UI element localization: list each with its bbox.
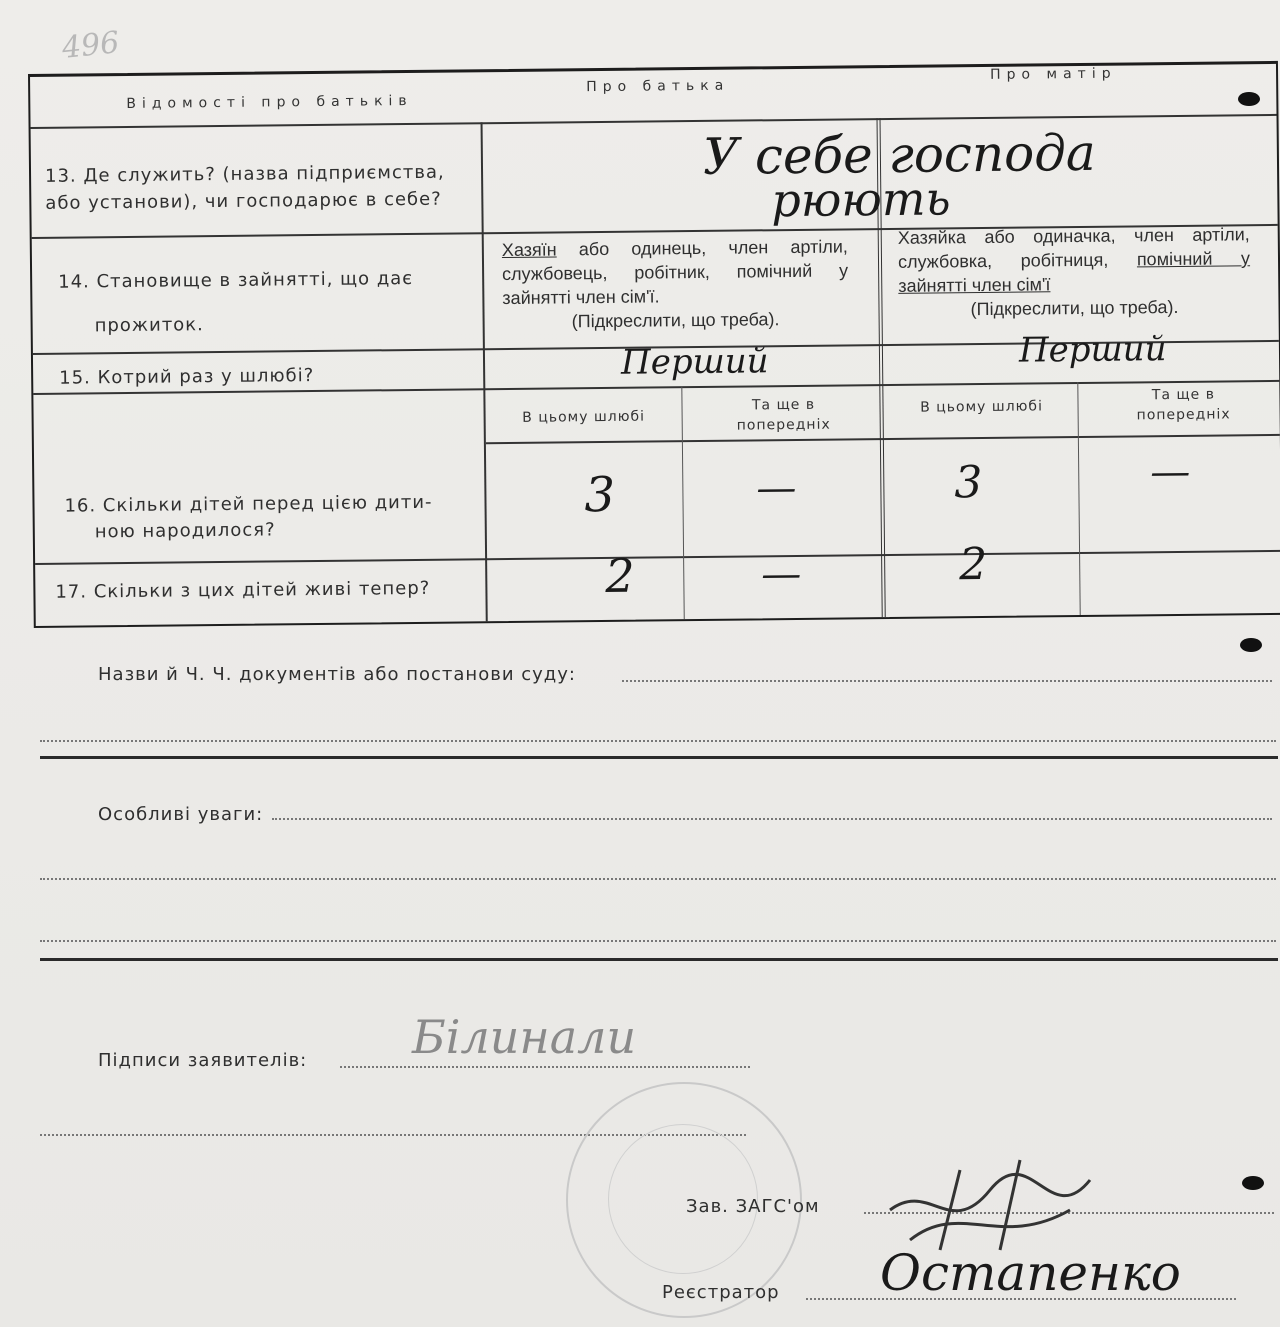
- father-selected-option: Хазяїн: [501, 239, 557, 261]
- answer-15-father: Перший: [620, 341, 769, 383]
- question-16-line2: ною народилося?: [94, 519, 276, 543]
- header-father: Про батька: [586, 77, 730, 96]
- notes-fill-line-3: [40, 940, 1276, 942]
- mother-this-marriage-header: В цьому шлюбі: [920, 398, 1043, 416]
- col-divider: [681, 386, 684, 619]
- answer-16-father-prev: —: [756, 464, 797, 512]
- notes-fill-line: [272, 818, 1272, 820]
- ink-blot: [1238, 92, 1260, 106]
- question-14-line2: прожиток.: [94, 314, 204, 337]
- question-13: 13. Де служить? (назва підприємства, або установи), чи господарює в себе?: [44, 161, 445, 214]
- father-this-marriage-header: В цьому шлюбі: [522, 408, 646, 426]
- answer-13-line2: рюють: [771, 171, 951, 228]
- answer-15-mother: Перший: [1018, 329, 1167, 371]
- father-previous-header: Та ще в попередніх: [736, 396, 831, 434]
- documents-fill-line: [622, 680, 1272, 682]
- section-rule: [40, 756, 1278, 759]
- ink-blot: [1240, 638, 1262, 652]
- answer-13-line1: У себе господа: [702, 123, 1097, 186]
- question-16-line1: 16. Скільки дітей перед цією дити-: [64, 491, 433, 517]
- question-17: 17. Скільки з цих дітей живі тепер?: [55, 577, 431, 603]
- father-options-rest: або одинець, член артіли, службовець, робітник, помічний у зайнятті член сім'ї.: [502, 236, 849, 309]
- question-15: 15. Котрий раз у шлюбі?: [59, 365, 315, 389]
- signatures-label: Підписи заявителів:: [98, 1050, 308, 1071]
- archive-number: 496: [60, 25, 121, 66]
- ink-blot: [1242, 1176, 1264, 1190]
- signature-fill-line: [340, 1066, 750, 1068]
- answer-16-mother-this: 3: [954, 457, 983, 509]
- documents-label: Назви й Ч. Ч. документів або постанови суду:: [98, 664, 576, 685]
- notes-label: Особливі уваги:: [98, 804, 264, 825]
- mother-occupation-options: [898, 222, 1251, 322]
- col-divider: [1077, 382, 1080, 615]
- row-divider: [35, 550, 1280, 565]
- header-info: Відомості про батьків: [126, 92, 413, 112]
- notes-fill-line-2: [40, 878, 1276, 880]
- registrar-label: Реєстратор: [662, 1282, 780, 1303]
- question-14-line1: 14. Становище в зайнятті, що дає: [58, 267, 414, 293]
- mother-previous-header: Та ще в попередніх: [1136, 386, 1231, 424]
- mother-note: (Підкреслити, що треба).: [970, 296, 1179, 320]
- answer-16-father-this: 3: [584, 466, 616, 524]
- head-label: Зав. ЗАГС'ом: [686, 1196, 820, 1217]
- header-mother: Про матір: [989, 65, 1117, 83]
- father-occupation-options: [502, 234, 849, 334]
- section-rule: [40, 958, 1278, 961]
- mother-selected-option: помічний у зайнятті член сім'ї: [898, 248, 1251, 296]
- father-note: (Підкреслити, що треба).: [571, 309, 780, 332]
- form-table: [28, 61, 1280, 628]
- applicant-signature: Білинали: [412, 1010, 637, 1064]
- answer-16-mother-prev: —: [1149, 448, 1191, 496]
- registrar-signature: Остапенко: [880, 1244, 1181, 1302]
- answer-17-father-prev: —: [761, 550, 802, 598]
- answer-17-father-this: 2: [605, 548, 635, 603]
- col-divider: [481, 122, 488, 621]
- answer-17-mother-this: 2: [958, 538, 988, 591]
- mother-options-start: Хазяйка або одиначка, член артіли, службовка, робітниця,: [897, 224, 1250, 272]
- documents-fill-line-2: [40, 740, 1276, 742]
